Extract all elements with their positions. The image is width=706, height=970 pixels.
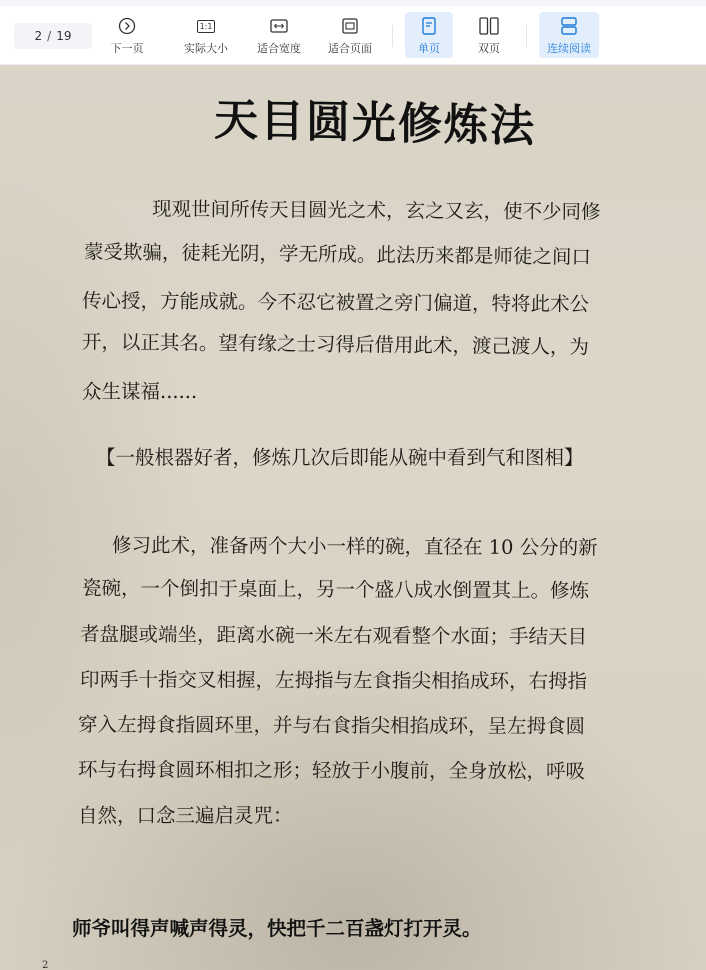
continuous-read-icon: [557, 15, 581, 37]
paragraph-line: 蒙受欺骗，徒耗光阴，学无所成。此法历来都是师徒之间口: [83, 240, 592, 269]
paragraph-line: 众生谋福......: [82, 380, 198, 403]
fit-width-label: 适合宽度: [257, 42, 301, 55]
double-page-label: 双页: [478, 42, 500, 55]
paragraph-line: 瓷碗，一个倒扣于桌面上，另一个盛八成水倒置其上。修炼: [81, 576, 590, 603]
next-page-label: 下一页: [110, 42, 144, 55]
paragraph-line: 开，以正其名。望有缘之士习得后借用此术，渡己渡人，为: [81, 330, 590, 359]
toolbar-divider: [392, 25, 393, 47]
continuous-read-label: 连续阅读: [547, 42, 591, 55]
paragraph-line: 印两手十指交叉相握，左拇指与左食指尖相掐成环，右拇指: [79, 668, 588, 693]
page-indicator[interactable]: [14, 23, 92, 49]
fit-width-icon: [267, 15, 291, 37]
actual-size-icon: 1:1: [194, 15, 218, 37]
paragraph-line: 传心授，方能成就。今不忍它被置之旁门偏道，特将此术公: [81, 289, 590, 316]
page-total: 19: [56, 29, 72, 43]
paragraph-line: 环与右拇食圆环相扣之形；轻放于小腹前，全身放松，呼吸: [77, 758, 586, 783]
section-note: 【一般根器好者，修炼几次后即能从碗中看到气和图相】: [96, 446, 584, 469]
fit-page-label: 适合页面: [328, 42, 372, 55]
actual-size-button[interactable]: [178, 12, 234, 58]
paragraph-line: 修习此术，准备两个大小一样的碗，直径在 10 公分的新: [111, 533, 598, 560]
chevron-right-circle-icon: [115, 15, 139, 37]
page-number: 2: [42, 960, 49, 970]
fit-page-icon: [338, 15, 362, 37]
paragraph-line: 自然，口念三遍启灵咒：: [78, 804, 293, 827]
mantra-line: 师爷叫得声喊声得灵，快把千二百盏灯打开灵。: [72, 917, 482, 940]
paragraph-line: 现观世间所传天目圆光之术，玄之又玄，使不少同修: [151, 197, 601, 224]
single-page-label: 单页: [418, 42, 440, 55]
next-page-button[interactable]: [104, 12, 150, 58]
fit-width-button[interactable]: [251, 12, 307, 58]
single-page-button[interactable]: [405, 12, 453, 58]
page-current: 2: [34, 29, 43, 43]
page-separator: /: [47, 29, 52, 43]
paragraph-line: 穿入左拇食指圆环里，并与右食指尖相掐成环，呈左拇食圆: [77, 713, 586, 738]
toolbar-divider-2: [526, 25, 527, 47]
document-page: [0, 65, 706, 970]
double-page-icon: [477, 15, 501, 37]
toolbar: [0, 0, 706, 65]
double-page-button[interactable]: [465, 12, 513, 58]
fit-page-button[interactable]: [322, 12, 378, 58]
paragraph-line: 者盘腿或端坐，距离水碗一米左右观看整个水面；手结天目: [79, 622, 588, 649]
continuous-read-button[interactable]: [539, 12, 599, 58]
document-title: 天目圆光修炼法: [214, 94, 536, 153]
single-page-icon: [417, 15, 441, 37]
actual-size-label: 实际大小: [184, 42, 228, 55]
